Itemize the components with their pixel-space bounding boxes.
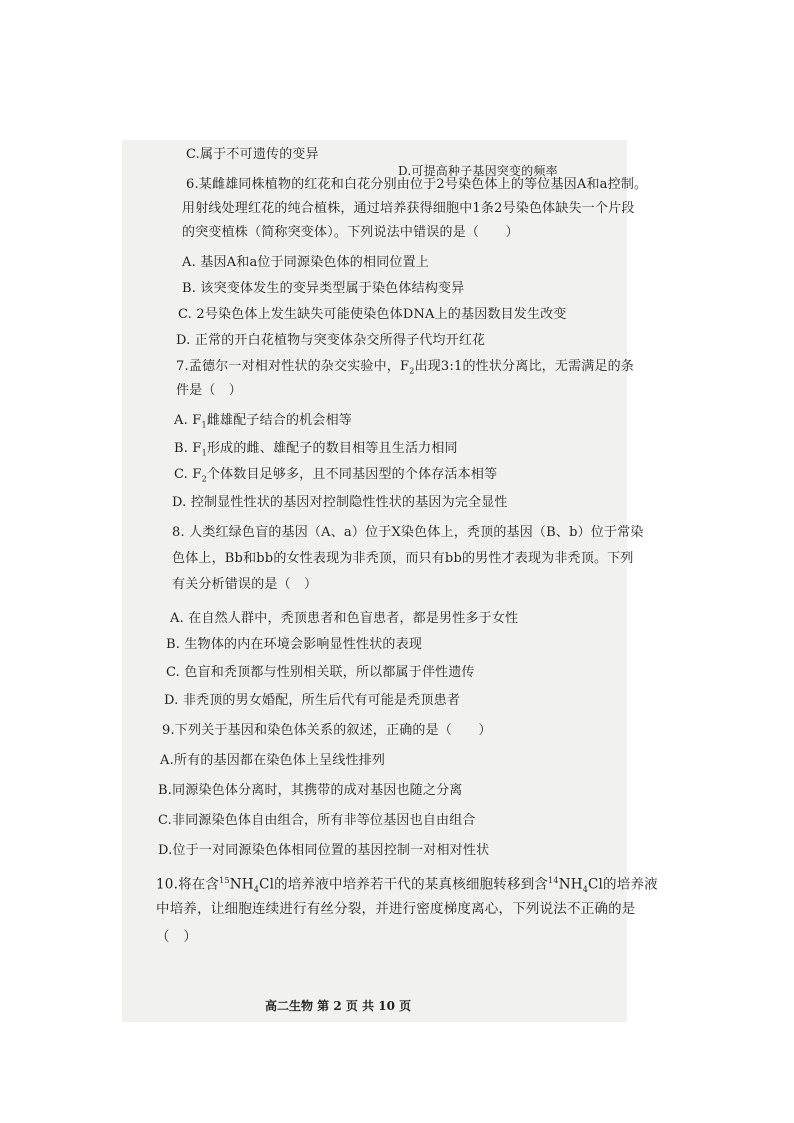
option-d-q5: D.可提高种子基因突变的频率 — [398, 164, 558, 178]
question-7-option-b: B. $F_1$形成的雌、雄配子的数目相等且生活力相同 — [174, 441, 458, 458]
question-6-option-b: B. 该突变体发生的变异类型属于染色体结构变异 — [182, 281, 465, 296]
page-footer: 高二生物 第 2 页 共 10 页 — [265, 999, 412, 1013]
question-6-line-2: 用射线处理红花的纯合植株，通过培养获得细胞中1条2号染色体缺失一个片段 — [182, 201, 635, 216]
question-10-line-3: （ ） — [156, 929, 198, 945]
question-8-line-2: 色体上，Bb和bb的女性表现为非秃顶，而只有bb的男性才表现为非秃顶。下列 — [172, 551, 634, 566]
question-6-option-c: C. 2号染色体上发生缺失可能使染色体DNA上的基因数目发生改变 — [178, 307, 567, 322]
question-9-option-b: B.同源染色体分离时，其携带的成对基因也随之分离 — [158, 783, 463, 798]
question-7-option-d: D. 控制显性性状的基因对控制隐性性状的基因为完全显性 — [172, 495, 508, 510]
question-8-line-1: 8. 人类红绿色盲的基因（A、a）位于X染色体上，秃顶的基因（B、b）位于常染 — [172, 525, 644, 540]
question-8-option-a: A. 在自然人群中，秃顶患者和色盲患者，都是男性多于女性 — [170, 611, 519, 626]
question-7-option-a: A. $F_1$雌雄配子结合的机会相等 — [174, 413, 352, 430]
question-7-line-2: 件是（ ） — [176, 383, 243, 398]
option-c-q5: C.属于不可遗传的变异 — [186, 147, 319, 162]
question-6-option-d: D. 正常的开白花植物与突变体杂交所得子代均开红花 — [176, 333, 486, 348]
question-7-line-1: 7.孟德尔一对相对性状的杂交实验中，$F_2$出现3:1的性状分离比，无需满足的条 — [176, 359, 635, 376]
question-10-line-2: 中培养，让细胞连续进行有丝分裂，并进行密度梯度离心，下列说法不正确的是 — [156, 901, 636, 917]
question-7-option-c: C. $F_2$个体数目足够多，且不同基因型的个体存活本相等 — [174, 467, 498, 484]
question-6-option-a: A. 基因A和a位于同源染色体的相同位置上 — [182, 255, 429, 270]
question-9-option-d: D.位于一对同源染色体相同位置的基因控制一对相对性状 — [158, 843, 490, 858]
question-6-line-1: 6.某雌雄同株植物的红花和白花分别由位于2号染色体上的等位基因A和a控制。 — [186, 177, 648, 192]
question-9-stem: 9.下列关于基因和染色体关系的叙述，正确的是（ ） — [162, 723, 492, 738]
question-8-option-d: D. 非秃顶的男女婚配，所生后代有可能是秃顶患者 — [164, 693, 461, 708]
question-10-line-1: 10.将在含$^{15}NH_4Cl$的培养液中培养若干代的某真核细胞转移到含$^{14}NH_4Cl$的培养液 — [156, 876, 658, 895]
question-6-line-3: 的突变植株（简称突变体）。下列说法中错误的是（ ） — [182, 225, 519, 240]
question-9-option-a: A.所有的基因都在染色体上呈线性排列 — [160, 753, 386, 768]
question-8-option-b: B. 生物体的内在环境会影响显性性状的表现 — [166, 637, 423, 652]
question-9-option-c: C.非同源染色体自由组合，所有非等位基因也自由组合 — [158, 813, 476, 828]
question-8-option-c: C. 色盲和秃顶都与性别相关联，所以都属于伴性遗传 — [166, 665, 475, 680]
question-8-line-3: 有关分析错误的是（ ） — [172, 577, 318, 592]
